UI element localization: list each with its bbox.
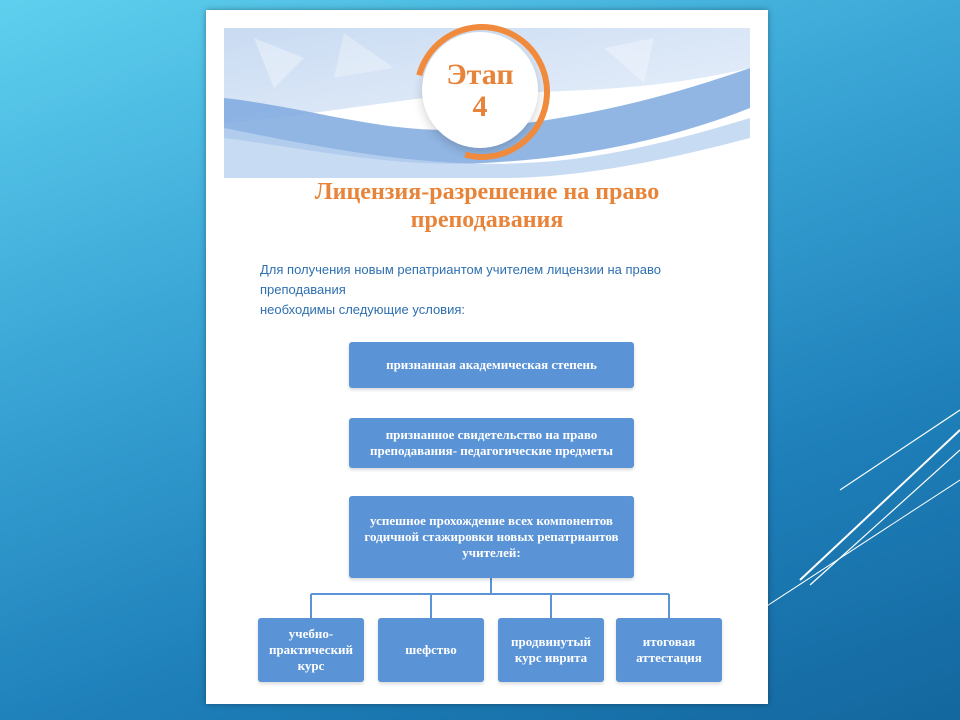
stage-word: Этап bbox=[446, 58, 514, 91]
condition-2-line-2: преподавания- педагогические предметы bbox=[369, 443, 614, 458]
condition-3-line-2: годичной стажировки новых репатриантов bbox=[364, 529, 619, 544]
intro-line-1: Для получения новым репатриантом учителем лицензии на право преподавания bbox=[260, 262, 661, 297]
component-hebrew-course bbox=[498, 618, 604, 682]
component-3-line-2: курс иврита bbox=[514, 650, 588, 665]
condition-academic-degree bbox=[349, 342, 634, 388]
condition-internship bbox=[349, 496, 634, 578]
intro-line-2: необходимы следующие условия: bbox=[260, 302, 465, 317]
title-line-2: преподавания bbox=[410, 207, 564, 233]
condition-teaching-certificate bbox=[349, 418, 634, 468]
component-4-line-1: итоговая bbox=[642, 634, 696, 649]
component-1-line-2: практический bbox=[268, 642, 354, 657]
stage-number: 4 bbox=[472, 90, 488, 123]
component-3-line-1: продвинутый bbox=[511, 634, 591, 649]
component-1-line-1: учебно- bbox=[288, 626, 334, 641]
component-4-line-2: аттестация bbox=[636, 650, 702, 665]
component-practical-course bbox=[258, 618, 364, 682]
condition-3-line-1: успешное прохождение всех компонентов bbox=[370, 513, 613, 528]
component-final-assessment bbox=[616, 618, 722, 682]
decorative-lines bbox=[760, 390, 960, 630]
title-line-1: Лицензия-разрешение на право bbox=[314, 179, 660, 205]
component-mentoring bbox=[378, 618, 484, 682]
condition-2-line-1: признанное свидетельство на право bbox=[385, 427, 598, 442]
condition-3-line-3: учителей: bbox=[462, 545, 521, 560]
condition-1-text: признанная академическая степень bbox=[386, 357, 597, 372]
document-page bbox=[206, 10, 768, 704]
component-1-line-3: курс bbox=[297, 658, 325, 673]
component-2-line-1: шефство bbox=[405, 642, 457, 657]
